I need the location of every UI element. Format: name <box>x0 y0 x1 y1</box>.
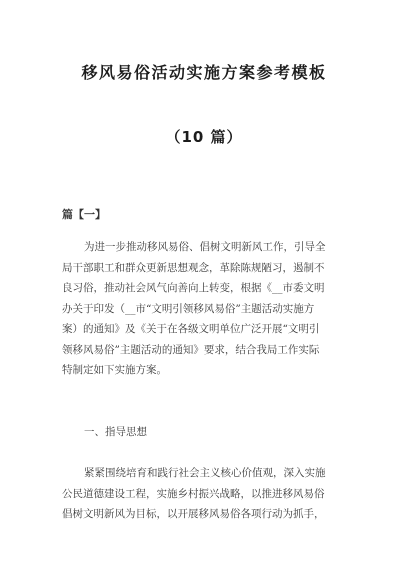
paragraph-line: 紧紧围绕培育和践行社会主义核心价值观，深入实施 <box>84 467 326 479</box>
paragraph-line: 领移风易俗”主题活动的通知》要求，结合我局工作实际 <box>62 343 320 356</box>
paragraph-line: 办关于印发（__市“文明引领移风易俗”主题活动实施方 <box>62 302 315 315</box>
paragraph-intro <box>62 237 352 381</box>
section-heading: 一、指导思想 <box>84 426 147 438</box>
paragraph-line: 局干部职工和群众更新思想观念，革除陈规陋习，遏制不 <box>62 261 325 274</box>
paragraph-line: 倡树文明新风为目标，以开展移风易俗各项行动为抓手， <box>62 508 325 520</box>
section-marker: 篇【一】 <box>62 208 106 221</box>
paragraph-line: 特制定如下实施方案。 <box>62 364 167 376</box>
paragraph-line: 为进一步推动移风易俗、倡树文明新风工作，引导全 <box>84 241 326 253</box>
document-title: 移风易俗活动实施方案参考模板 <box>81 63 327 82</box>
paragraph-line: 案）的通知》及《关于在各级文明单位广泛开展“文明引 <box>62 323 320 335</box>
paragraph-line: 良习俗，推动社会风气向善向上转变，根据《__市委文明 <box>62 282 325 294</box>
paragraph-line: 公民道德建设工程，实施乡村振兴战略，以推进移风易俗 <box>62 487 325 500</box>
document-subtitle: （10 篇） <box>165 128 243 146</box>
paragraph-guiding-ideology <box>62 463 352 525</box>
